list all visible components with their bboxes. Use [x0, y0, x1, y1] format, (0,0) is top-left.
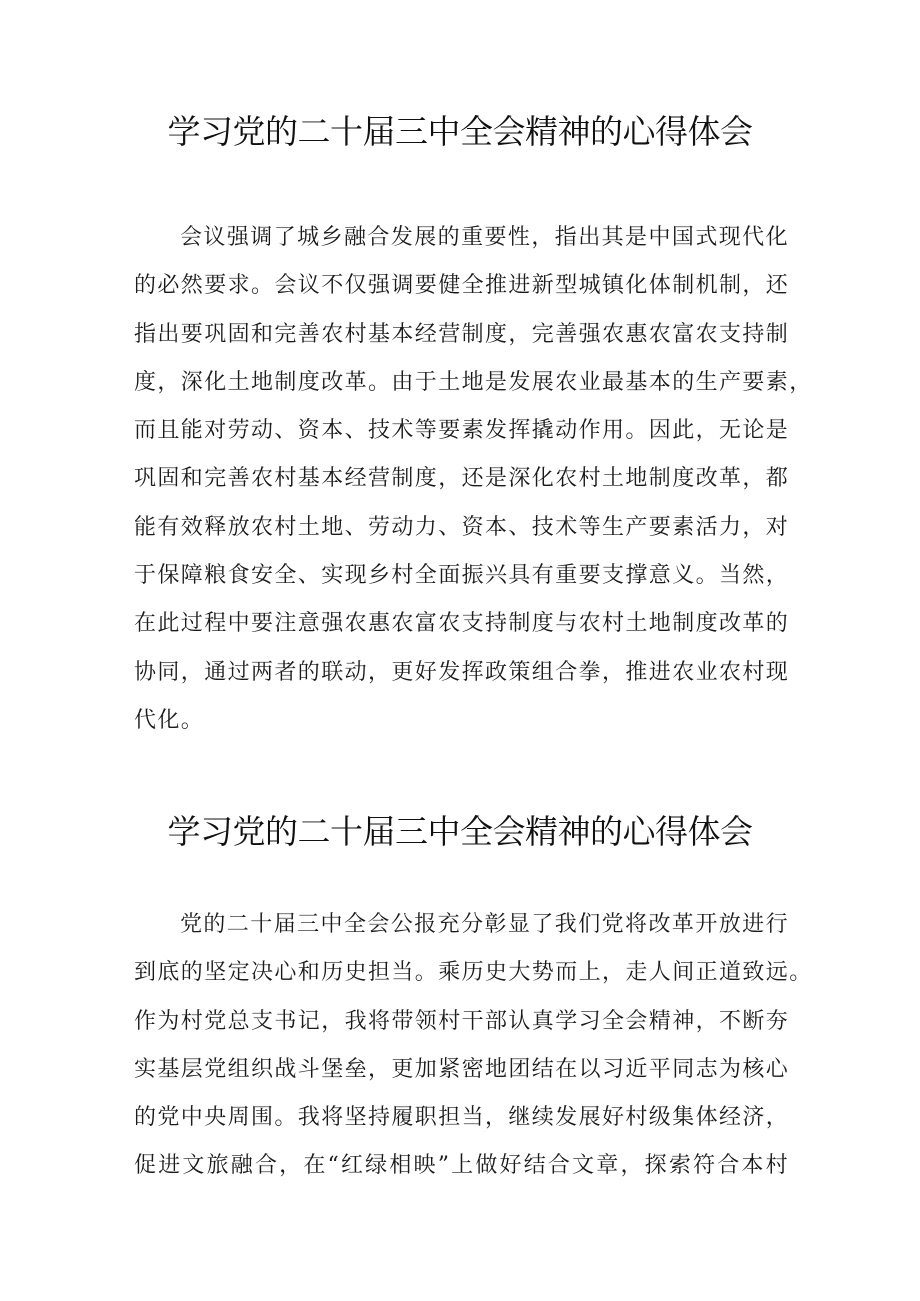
paragraph-line: 指出要巩固和完善农村基本经营制度，完善强农惠农富农支持制	[134, 321, 790, 347]
section-1-body	[134, 214, 813, 745]
paragraph-line: 的必然要求。会议不仅强调要健全推进新型城镇化体制机制，还	[134, 273, 790, 299]
paragraph-line: 到底的坚定决心和历史担当。乘历史大势而上，走人间正道致远。	[134, 960, 813, 986]
paragraph-line: 实基层党组织战斗堡垒，更加紧密地团结在以习近平同志为核心	[134, 1056, 790, 1082]
paragraph-line: 党的二十届三中全会公报充分彰显了我们党将改革开放进行	[180, 912, 789, 937]
paragraph-line: 而且能对劳动、资本、技术等要素发挥撬动作用。因此，无论是	[134, 418, 790, 444]
paragraph-line: 会议强调了城乡融合发展的重要性，指出其是中国式现代化	[180, 225, 789, 250]
paragraph-line: 于保障粮食安全、实现乡村全面振兴具有重要支撑意义。当然，	[134, 563, 790, 589]
section-1-title: 学习党的二十届三中全会精神的心得体会	[167, 112, 753, 151]
paragraph-line: 能有效释放农村土地、劳动力、资本、技术等生产要素活力，对	[134, 514, 790, 540]
section-2-body	[134, 901, 813, 1191]
paragraph-line: 代化。	[134, 707, 205, 733]
paragraph-line: 协同，通过两者的联动，更好发挥政策组合拳，推进农业农村现	[134, 659, 790, 685]
paragraph-line: 的党中央周围。我将坚持履职担当，继续发展好村级集体经济，	[134, 1105, 790, 1131]
paragraph-line: 度，深化土地制度改革。由于土地是发展农业最基本的生产要素，	[134, 369, 813, 395]
paragraph-line: 促进文旅融合，在“红绿相映”上做好结合文章，探索符合本村	[134, 1153, 789, 1179]
paragraph-line: 在此过程中要注意强农惠农富农支持制度与农村土地制度改革的	[134, 611, 790, 637]
section-2-title: 学习党的二十届三中全会精神的心得体会	[167, 812, 753, 851]
paragraph-line: 巩固和完善农村基本经营制度，还是深化农村土地制度改革，都	[134, 466, 790, 492]
paragraph-line: 作为村党总支书记，我将带领村干部认真学习全会精神，不断夯	[134, 1008, 790, 1034]
